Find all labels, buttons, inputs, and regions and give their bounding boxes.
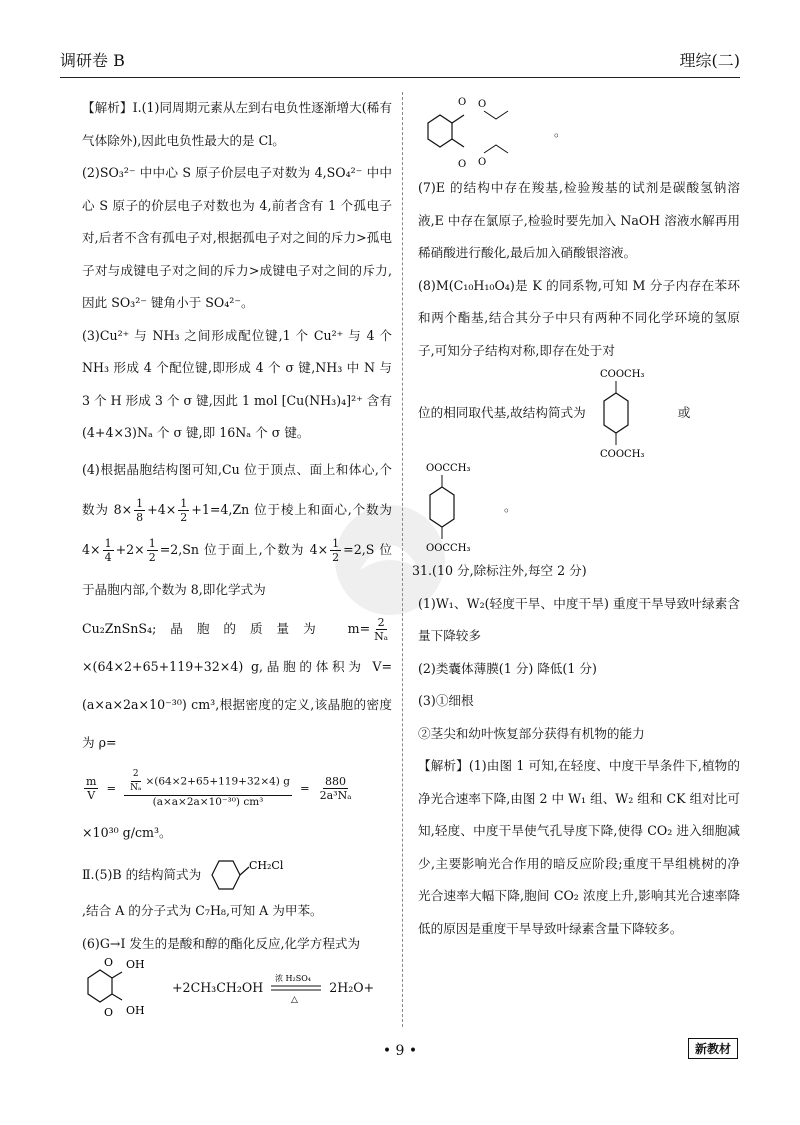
frac-1-4: $\frac{1}{4}$ [104, 536, 112, 564]
new-textbook-badge: 新教材 [688, 1038, 738, 1059]
svg-text:O: O [478, 99, 487, 110]
eq-sign-1: = [106, 781, 117, 795]
frac-1-2a: $\frac{1}{2}$ [180, 496, 188, 524]
analysis-31: 【解析】(1)由图 1 可知,在轻度、中度干旱条件下,植物的净光合速率下降,由图 2 中 W₁ 组、W₂ 组和 CK 组对比可知,轻度、中度干旱使气孔导度下降,使得 CO₂ 进入细胞减少,主要影响光合作用的暗反应阶段;重度干旱组桃树的净光合速率大幅下降,胞间 CO₂ 浓度上升,影响其光合速率降低的原因是重度干旱导致叶绿素含量下降较多。 [418, 758, 740, 936]
ch2cl-label: CH₂Cl [249, 859, 284, 872]
density-unit: ×10³⁰ g/cm³。 [82, 824, 172, 840]
p4-text-f: =2,S 位于晶胞内部,个数为 8,即化学式为 [82, 541, 392, 597]
svg-text:O: O [478, 157, 487, 168]
analysis-p7: (7)E 的结构中存在羧基,检验羧基的试剂是碳酸氢钠溶液,E 中存在氯原子,检验时要先加入 NaOH 溶液水解再用稀硝酸进行酸化,最后加入硝酸银溶液。 [418, 180, 740, 260]
left-column [82, 92, 392, 1020]
sentence-end-dot: 。 [554, 123, 567, 139]
frac-m-V: $\frac{m}{V}$ [86, 774, 97, 802]
p4-text-c: +1=4,Zn 位于棱上和面心,个数为 4× [82, 501, 392, 557]
hydroquinone-diacetate-structure [418, 461, 498, 553]
diethyl-phthalate-structure [418, 93, 548, 171]
p5-text-a: Ⅱ.(5)B 的结构简式为 [82, 866, 202, 882]
p4-text-a: (4)根据晶胞结构图可知,Cu 位于顶点、面上和体心,个数为 8× [82, 461, 392, 517]
benzyl-chloride-structure [207, 855, 293, 895]
reaction-condition-arrow [269, 971, 323, 1005]
esterification-equation [82, 956, 392, 1020]
frac-density-big: $\frac{2}{\text{Nₐ}}$ ×(64×2+65+119+32×4) g (a×a×2a×10⁻³⁰) cm³ [124, 768, 292, 809]
density-formula [82, 768, 392, 809]
page-number: • 9 • [382, 1043, 418, 1059]
analysis-p4 [82, 450, 392, 610]
p4-text-b: +4× [147, 501, 177, 517]
p8-text-b: 位的相同取代基,故结构简式为 [418, 404, 586, 420]
p4-text-d: +2× [115, 541, 145, 557]
analysis-p4-mass [82, 610, 392, 762]
isomer-structures-row [418, 367, 740, 459]
svg-text:△: △ [291, 995, 299, 1005]
equation-product: 2H₂O+ [329, 979, 375, 995]
structure-B-row [82, 855, 392, 895]
svg-text:OOCCH₃: OOCCH₃ [426, 543, 471, 553]
diethyl-phthalate-row [418, 92, 740, 172]
analysis-p2: (2)SO₃²⁻ 中中心 S 原子价层电子对数为 4,SO₄²⁻ 中中心 S 原子的价层电子对数也为 4,前者含有 1 个孤电子对,后者不含有孤电子对,根据孤电子对之间的斥力>孤电子对与成键电子对之间的斥力>成键电子对之间的斥力,因此 SO₃²⁻ 键角小于 SO₄²⁻。 [82, 165, 392, 310]
answer-31-3: (3)①细根 [418, 693, 474, 708]
svg-text:COOCH₃: COOCH₃ [599, 369, 645, 380]
frac-1-2c: $\frac{1}{2}$ [332, 536, 340, 564]
page-header [60, 48, 740, 78]
dimethyl-terephthalate-structure [592, 367, 672, 459]
header-right: 理综(二) [679, 51, 740, 70]
eq-sign-2: = [299, 781, 310, 795]
sentence-end-dot-2: 。 [504, 498, 517, 514]
header-left: 调研卷 B [60, 51, 125, 70]
analysis-p6: (6)G→I 发生的是酸和醇的酯化反应,化学方程式为 [82, 935, 361, 951]
svg-text:COOCH₃: COOCH₃ [599, 449, 645, 459]
svg-text:浓 H₂SO₄: 浓 H₂SO₄ [275, 974, 312, 983]
frac-1-2b: $\frac{1}{2}$ [148, 536, 156, 564]
svg-text:OH: OH [126, 958, 145, 971]
svg-text:O: O [458, 159, 467, 170]
or-text: 或 [677, 404, 691, 420]
question-31-header: 31.(10 分,除标注外,每空 2 分) [412, 563, 587, 578]
svg-text:O: O [458, 97, 467, 108]
svg-text:O: O [104, 1006, 114, 1019]
svg-text:O: O [104, 956, 114, 969]
analysis-p3: (3)Cu²⁺ 与 NH₃ 之间形成配位键,1 个 Cu²⁺ 与 4 个 NH₃ 形成 4 个配位键,即形成 4 个 σ 键,NH₃ 中 N 与 3 个 H 形成 3 个 σ 键,因此 1 mol [Cu(NH₃)₄]²⁺ 含有(4+4×3)Nₐ 个 σ 键,即 16Nₐ 个 σ 键。 [82, 327, 392, 440]
svg-text:OOCCH₃: OOCCH₃ [426, 463, 471, 474]
analysis-p1: 【解析】Ⅰ.(1)同周期元素从左到右电负性逐渐增大(稀有气体除外),因此电负性最大的是 Cl。 [82, 100, 392, 148]
p4-text-e: =2,Sn 位于面上,个数为 4× [159, 541, 329, 557]
answer-31-3b: ②茎尖和幼叶恢复部分获得有机物的能力 [418, 725, 645, 741]
analysis-p8: (8)M(C₁₀H₁₀O₄)是 K 的同系物,可知 M 分子内存在苯环和两个酯基,结合其分子中只有两种不同化学环境的氢原子,可知分子结构对称,即存在处于对 [418, 277, 740, 358]
answer-31-1: (1)W₁、W₂(轻度干旱、中度干旱) 重度干旱导致叶绿素含量下降较多 [418, 595, 740, 643]
equation-reactant: +2CH₃CH₂OH [172, 979, 264, 995]
phthalic-acid-structure [82, 956, 166, 1020]
frac-2-NA: $\frac{2}{\text{Nₐ}}$ [374, 615, 388, 643]
p4-text-h: ×(64×2+65+119+32×4) g,晶胞的体积为 V=(a×a×2a×10⁻³⁰) cm³,根据密度的定义,该晶胞的密度为 ρ= [82, 658, 392, 750]
frac-880: $\frac{880}{\text{2a³Nₐ}}$ [319, 774, 352, 802]
answer-31-2: (2)类囊体薄膜(1 分) 降低(1 分) [418, 660, 597, 676]
isomer-second-row [418, 459, 740, 555]
svg-text:OH: OH [126, 1004, 145, 1017]
p4-text-g: Cu₂ZnSnS₄;晶胞的质量为 m= [82, 620, 371, 636]
right-column [412, 92, 740, 945]
frac-1-8: $\frac{1}{8}$ [136, 496, 144, 524]
analysis-p5: ,结合 A 的分子式为 C₇H₈,可知 A 为甲苯。 [82, 903, 323, 918]
